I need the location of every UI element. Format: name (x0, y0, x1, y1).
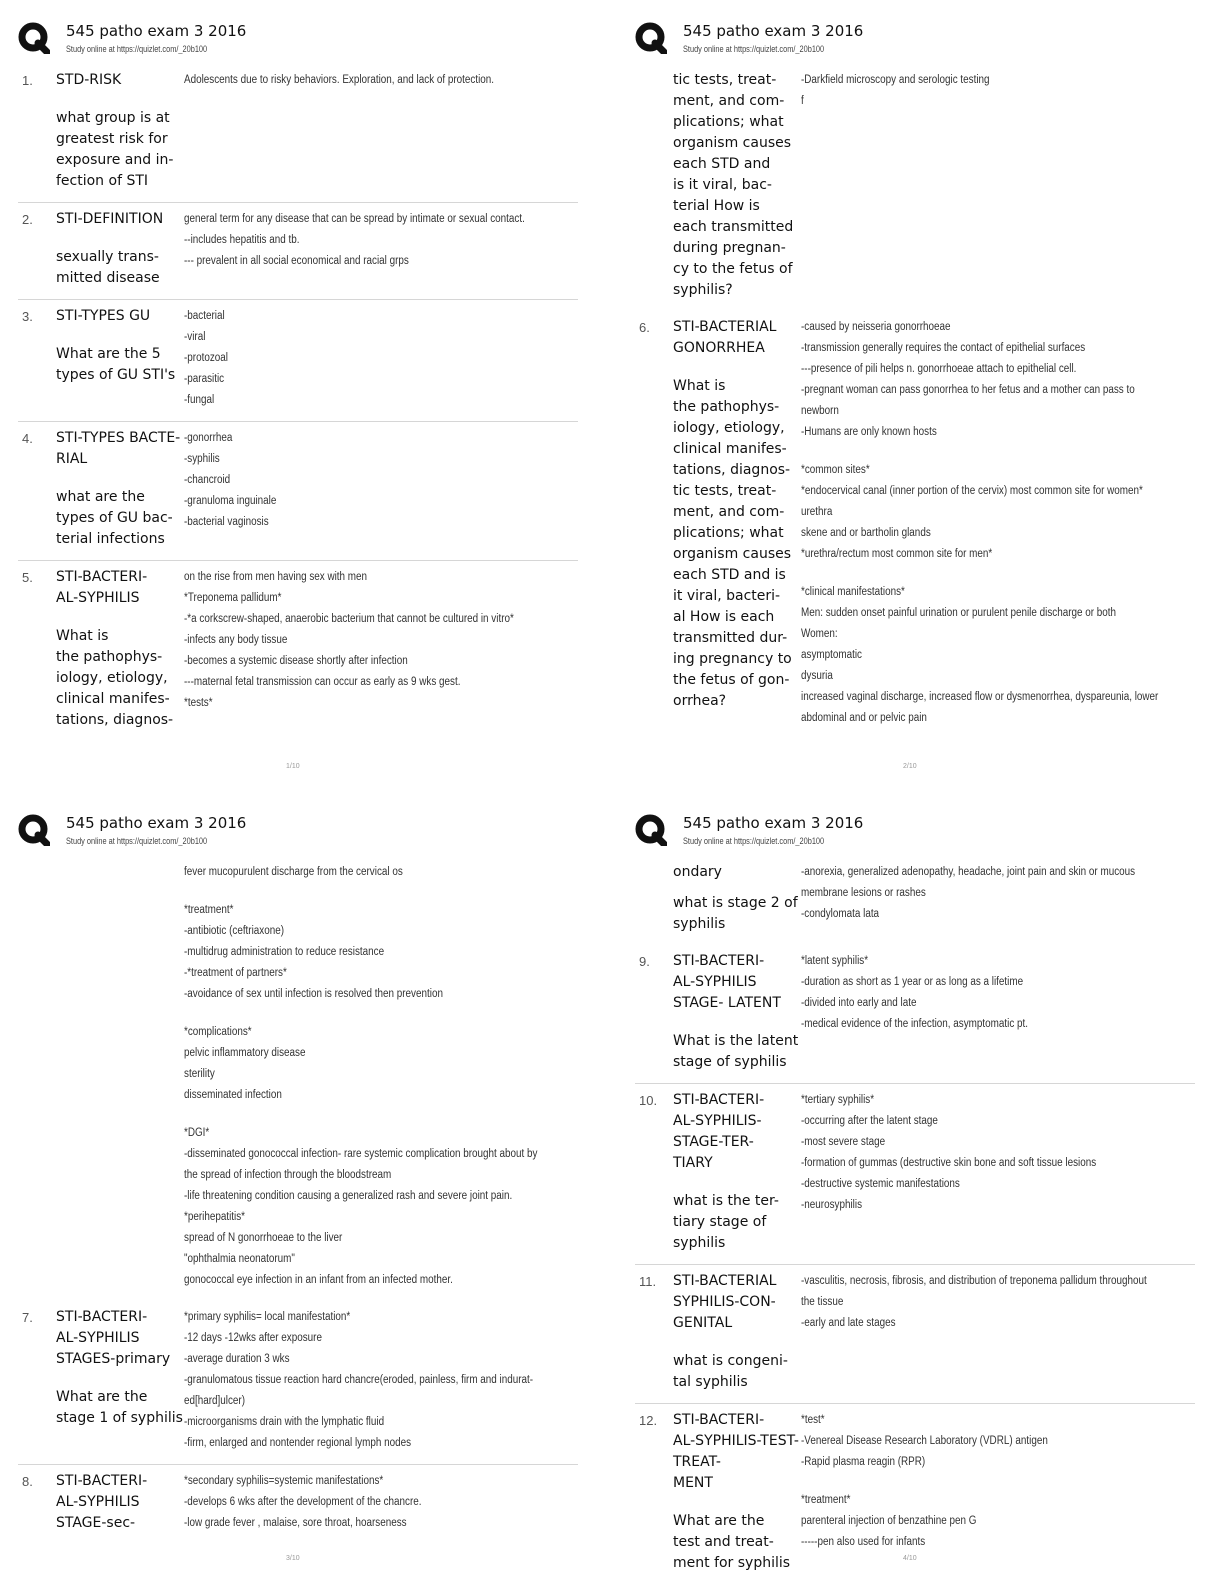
flashcard-row (18, 1465, 578, 1544)
card-number: 4. (22, 431, 33, 446)
page-3 (16, 810, 606, 1570)
definition-spacer (801, 565, 1217, 582)
term-heading: STI-BACTERI- AL-SYPHILIS STAGE-sec- (56, 1473, 148, 1531)
flashcard-list (18, 64, 578, 741)
card-term (673, 862, 801, 935)
definition-line: -bacterial (184, 310, 225, 322)
definition-line: -*treatment of partners* (184, 967, 287, 979)
definition-line: urethra (801, 506, 833, 518)
definition-line: the spread of infection through the bloodstream (184, 1169, 392, 1181)
term-heading: STI-BACTERIAL SYPHILIS-CON- GENITAL (673, 1273, 777, 1331)
term-question: What is the pathophys- iology, etiology, clinical manifes- tations, diagnos- tic tests, treat- ment, and com- plications; what organism causes each STD and is it viral, bacteri- al How is each transmitted dur- ing pregnancy to the fetus of gon- orrhea? (673, 378, 792, 709)
flashcard-row (18, 203, 578, 300)
flashcard-row (18, 64, 578, 203)
definition-line: -condylomata lata (801, 908, 880, 920)
card-definition (801, 951, 1195, 1073)
definition-line: dysuria (801, 670, 833, 682)
definition-line: -fungal (184, 394, 215, 406)
definition-line: "ophthalmia neonatorum" (184, 1253, 295, 1265)
definition-line: general term for any disease that can be spread by intimate or sexual contact. (184, 213, 525, 225)
definition-line: *primary syphilis= local manifestation* (184, 1311, 351, 1323)
quizlet-logo-icon (635, 22, 667, 54)
term-question: What is the pathophys- iology, etiology, clinical manifes- tations, diagnos- (56, 628, 174, 728)
card-term (673, 317, 801, 729)
definition-spacer (801, 443, 1217, 460)
card-term (56, 428, 184, 550)
definition-line: -12 days -12wks after exposure (184, 1332, 322, 1344)
card-number: 5. (22, 570, 33, 585)
definition-line: -Venereal Disease Research Laboratory (VDRL) antigen (801, 1435, 1048, 1447)
card-number: 12. (639, 1413, 658, 1428)
term-heading: STI-BACTERI- AL-SYPHILIS STAGES-primary (56, 1309, 171, 1367)
card-term (56, 1471, 184, 1534)
definition-line: -develops 6 wks after the development of the chancre. (184, 1496, 422, 1508)
definition-line: -Humans are only known hosts (801, 426, 937, 438)
card-definition (801, 70, 1195, 301)
card-definition (184, 306, 578, 411)
card-definition (184, 70, 578, 192)
flashcard-row (635, 1265, 1195, 1404)
study-link[interactable]: Study online at https://quizlet.com/_20b100 (66, 836, 208, 846)
definition-line: asymptomatic (801, 649, 863, 661)
definition-line: -Darkfield microscopy and serologic testing (801, 74, 990, 86)
definition-line: -firm, enlarged and nontender regional lymph nodes (184, 1437, 412, 1449)
definition-line: -pregnant woman can pass gonorrhea to her fetus and a mother can pass to (801, 384, 1135, 396)
flashcard-row (18, 1301, 578, 1465)
definition-line: -occurring after the latent stage (801, 1115, 938, 1127)
definition-line: -multidrug administration to reduce resistance (184, 946, 385, 958)
definition-line: -caused by neisseria gonorrhoeae (801, 321, 951, 333)
definition-line: -infects any body tissue (184, 634, 288, 646)
page-header (16, 810, 576, 854)
card-number: 7. (22, 1310, 33, 1325)
card-number (18, 862, 56, 1291)
term-heading: STI-BACTERI- AL-SYPHILIS (56, 569, 148, 606)
flashcard-list (18, 856, 578, 1544)
flashcard-row (635, 64, 1195, 311)
card-number (635, 70, 673, 301)
definition-line: -average duration 3 wks (184, 1353, 290, 1365)
definition-spacer (184, 883, 595, 900)
page-2 (633, 18, 1223, 778)
definition-line: *test* (801, 1414, 825, 1426)
card-number: 9. (639, 954, 650, 969)
definition-line: -syphilis (184, 453, 220, 465)
card-definition (801, 862, 1195, 935)
definition-spacer (801, 1473, 1195, 1490)
definition-line: -parasitic (184, 373, 225, 385)
definition-line: -duration as short as 1 year or as long as a lifetime (801, 976, 1024, 988)
card-term (673, 1090, 801, 1254)
definition-line: -early and late stages (801, 1317, 896, 1329)
term-question: what group is at greatest risk for exposure and in- fection of STI (56, 110, 174, 189)
card-definition (184, 567, 578, 731)
term-question: What are the test and treat- ment for syphilis (673, 1513, 791, 1570)
card-term (56, 567, 184, 731)
term-question: What are the stage 1 of syphilis (56, 1389, 183, 1426)
definition-line: -divided into early and late (801, 997, 917, 1009)
definition-line: parenteral injection of benzathine pen G (801, 1515, 977, 1527)
card-term (673, 1271, 801, 1393)
definition-line: *urethra/rectum most common site for men* (801, 548, 993, 560)
card-definition (184, 1471, 578, 1534)
definition-line: *perihepatitis* (184, 1211, 246, 1223)
term-heading: STI-BACTERIAL GONORRHEA (673, 319, 777, 356)
term-question: what is stage 2 of syphilis (673, 895, 798, 932)
card-definition (184, 209, 580, 289)
card-definition (801, 317, 1217, 729)
definition-line: *common sites* (801, 464, 870, 476)
card-definition (801, 1090, 1195, 1254)
flashcard-list (635, 64, 1195, 739)
term-question: sexually trans- mitted disease (56, 249, 160, 286)
definition-line: -chancroid (184, 474, 231, 486)
set-title: 545 patho exam 3 2016 (683, 22, 864, 40)
term-question: what is congeni- tal syphilis (673, 1353, 788, 1390)
card-number: 2. (22, 212, 33, 227)
page-number: 3/10 (286, 1555, 300, 1562)
term-question: What are the 5 types of GU STI's (56, 346, 176, 383)
definition-line: *treatment* (184, 904, 234, 916)
page-number: 1/10 (286, 763, 300, 770)
definition-line: *clinical manifestations* (801, 586, 905, 598)
card-number: 3. (22, 309, 33, 324)
set-title: 545 patho exam 3 2016 (66, 22, 247, 40)
page-header (633, 18, 1193, 62)
flashcard-row (635, 311, 1195, 739)
card-number: 6. (639, 320, 650, 335)
definition-line: Women: (801, 628, 838, 640)
term-heading: STI-BACTERI- AL-SYPHILIS-TEST-TREAT- MENT (673, 1412, 799, 1491)
term-question: What is the latent stage of syphilis (673, 1033, 799, 1070)
card-number: 11. (639, 1274, 657, 1289)
definition-spacer (184, 1005, 595, 1022)
page-4 (633, 810, 1223, 1570)
definition-line: *DGI* (184, 1127, 210, 1139)
term-question: what is the ter- tiary stage of syphilis (673, 1193, 779, 1251)
flashcard-row (635, 1084, 1195, 1265)
quizlet-logo-icon (635, 814, 667, 846)
card-term (56, 209, 184, 289)
definition-line: -granuloma inguinale (184, 495, 277, 507)
definition-line: -microorganisms drain with the lymphatic fluid (184, 1416, 385, 1428)
card-term (673, 1410, 801, 1570)
definition-line: *treatment* (801, 1494, 851, 1506)
definition-line: -anorexia, generalized adenopathy, headache, joint pain and skin or mucous (801, 866, 1136, 878)
definition-line: -bacterial vaginosis (184, 516, 269, 528)
card-definition (184, 1307, 590, 1454)
term-heading: STI-TYPES GU (56, 308, 151, 324)
definition-line: -vasculitis, necrosis, fibrosis, and distribution of treponema pallidum throughout (801, 1275, 1147, 1287)
definition-line: -antibiotic (ceftriaxone) (184, 925, 285, 937)
definition-line: -medical evidence of the infection, asymptomatic pt. (801, 1018, 1029, 1030)
page-header (16, 18, 576, 62)
definition-line: -becomes a systemic disease shortly after infection (184, 655, 408, 667)
definition-line: -avoidance of sex until infection is resolved then prevention (184, 988, 443, 1000)
study-link[interactable]: Study online at https://quizlet.com/_20b100 (683, 44, 825, 54)
card-term (56, 70, 184, 192)
definition-line: ed[hard]ulcer) (184, 1395, 246, 1407)
definition-line: -----pen also used for infants (801, 1536, 926, 1548)
page-number: 4/10 (903, 1555, 917, 1562)
set-title: 545 patho exam 3 2016 (683, 814, 864, 832)
definition-line: *Treponema pallidum* (184, 592, 282, 604)
definition-spacer (184, 1106, 595, 1123)
definition-line: spread of N gonorrhoeae to the liver (184, 1232, 343, 1244)
card-definition (801, 1271, 1203, 1393)
card-term (56, 862, 184, 1291)
card-number (635, 862, 673, 935)
definition-line: sterility (184, 1068, 215, 1080)
card-number: 10. (639, 1093, 658, 1108)
definition-line: *tests* (184, 697, 213, 709)
definition-line: -neurosyphilis (801, 1199, 863, 1211)
flashcard-list (635, 856, 1195, 1570)
definition-line: --includes hepatitis and tb. (184, 234, 300, 246)
definition-line: on the rise from men having sex with men (184, 571, 368, 583)
definition-line: *latent syphilis* (801, 955, 869, 967)
card-definition (184, 862, 595, 1291)
definition-line: -transmission generally requires the contact of epithelial surfaces (801, 342, 1086, 354)
term-heading: tic tests, treat- ment, and com- plications; what organism causes each STD and is it viral, bac- terial How is each transmitted during pregnan- cy to the fetus of syphilis? (673, 72, 794, 298)
definition-line: increased vaginal discharge, increased flow or dysmenorrhea, dyspareunia, lower (801, 691, 1159, 703)
definition-line: -most severe stage (801, 1136, 886, 1148)
card-term (56, 1307, 184, 1454)
study-link[interactable]: Study online at https://quizlet.com/_20b100 (66, 44, 208, 54)
page-header (633, 810, 1193, 854)
definition-line: ---presence of pili helps n. gonorrhoeae attach to epithelial cell. (801, 363, 1077, 375)
definition-line: -disseminated gonococcal infection- rare systemic complication brought about by (184, 1148, 538, 1160)
flashcard-row (635, 1404, 1195, 1570)
definition-line: Adolescents due to risky behaviors. Exploration, and lack of protection. (184, 74, 495, 86)
definition-line: Men: sudden onset painful urination or purulent penile discharge or both (801, 607, 1117, 619)
term-question: what are the types of GU bac- terial infections (56, 489, 173, 547)
definition-line: *tertiary syphilis* (801, 1094, 875, 1106)
card-number: 1. (22, 73, 33, 88)
term-heading: STD-RISK (56, 72, 122, 88)
definition-line: -viral (184, 331, 206, 343)
card-number: 8. (22, 1474, 33, 1489)
definition-line: ---maternal fetal transmission can occur as early as 9 wks gest. (184, 676, 461, 688)
definition-line: *endocervical canal (inner portion of the cervix) most common site for women* (801, 485, 1143, 497)
term-heading: ondary (673, 864, 722, 880)
definition-line: -*a corkscrew-shaped, anaerobic bacterium that cannot be cultured in vitro* (184, 613, 514, 625)
card-term (673, 70, 801, 301)
term-heading: STI-BACTERI- AL-SYPHILIS-STAGE-TER- TIARY (673, 1092, 765, 1171)
flashcard-row (18, 856, 578, 1301)
definition-line: -gonorrhea (184, 432, 233, 444)
definition-line: gonococcal eye infection in an infant from an infected mother. (184, 1274, 453, 1286)
flashcard-row (18, 561, 578, 741)
definition-line: disseminated infection (184, 1089, 282, 1101)
definition-line: -granulomatous tissue reaction hard chancre(eroded, painless, firm and indurat- (184, 1374, 534, 1386)
definition-line: membrane lesions or rashes (801, 887, 926, 899)
set-title: 545 patho exam 3 2016 (66, 814, 247, 832)
card-definition (801, 1410, 1195, 1570)
definition-line: *secondary syphilis=systemic manifestations* (184, 1475, 384, 1487)
quizlet-logo-icon (18, 814, 50, 846)
definition-line: -protozoal (184, 352, 228, 364)
definition-line: -destructive systemic manifestations (801, 1178, 960, 1190)
definition-line: pelvic inflammatory disease (184, 1047, 306, 1059)
definition-line: -Rapid plasma reagin (RPR) (801, 1456, 926, 1468)
study-link[interactable]: Study online at https://quizlet.com/_20b100 (683, 836, 825, 846)
flashcard-row (18, 300, 578, 422)
flashcard-row (635, 856, 1195, 945)
card-definition (184, 428, 578, 550)
term-heading: STI-BACTERI- AL-SYPHILIS STAGE- LATENT (673, 953, 781, 1011)
definition-line: -life threatening condition causing a generalized rash and severe joint pain. (184, 1190, 513, 1202)
card-term (56, 306, 184, 411)
quizlet-logo-icon (18, 22, 50, 54)
definition-line: newborn (801, 405, 839, 417)
definition-line: --- prevalent in all social economical and racial grps (184, 255, 409, 267)
term-heading: STI-TYPES BACTE- RIAL (56, 430, 181, 467)
definition-line: abdominal and or pelvic pain (801, 712, 927, 724)
definition-line: -formation of gummas (destructive skin bone and soft tissue lesions (801, 1157, 1097, 1169)
definition-line: fever mucopurulent discharge from the cervical os (184, 866, 403, 878)
definition-line: skene and or bartholin glands (801, 527, 931, 539)
definition-line: -low grade fever , malaise, sore throat, hoarseness (184, 1517, 407, 1529)
definition-line: *complications* (184, 1026, 252, 1038)
page-1 (16, 18, 606, 778)
flashcard-row (635, 945, 1195, 1084)
definition-line: the tissue (801, 1296, 844, 1308)
term-heading: STI-DEFINITION (56, 211, 164, 227)
card-term (673, 951, 801, 1073)
flashcard-row (18, 422, 578, 561)
definition-line: f (801, 95, 804, 107)
page-number: 2/10 (903, 763, 917, 770)
